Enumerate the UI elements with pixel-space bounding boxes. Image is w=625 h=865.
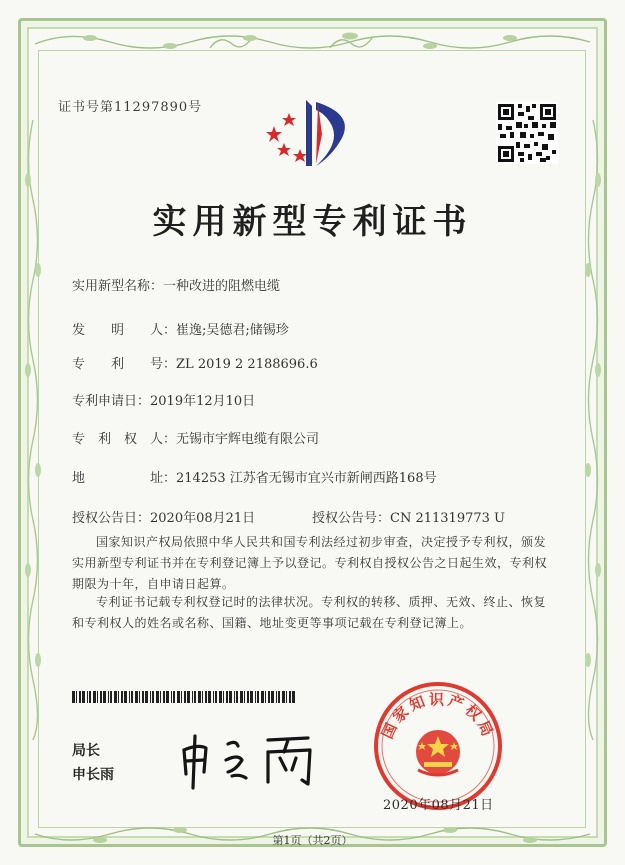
- field-publication-number: [312, 507, 505, 526]
- field-patentee: [72, 428, 319, 447]
- qr-code-icon: [496, 102, 558, 164]
- official-seal-icon: [372, 680, 504, 812]
- field-label: 实用新型名称：: [72, 279, 164, 294]
- field-label: 发 明 人：: [72, 323, 177, 338]
- field-value: 2019年12月10日: [150, 394, 256, 409]
- barcode-icon: [72, 691, 296, 703]
- director-name: 申长雨: [72, 767, 114, 783]
- director-signature-icon: [176, 730, 326, 790]
- field-patent-number: [72, 353, 318, 372]
- field-grant-date: [72, 507, 255, 526]
- field-label: 授权公告号：: [312, 511, 391, 526]
- field-value: 一种改进的阻燃电缆: [163, 279, 281, 294]
- field-filing-date: [72, 390, 255, 409]
- seal-date: 2020年08月21日: [383, 798, 494, 813]
- field-inventor: [72, 319, 289, 338]
- statement-paragraph-2: 专利证书记载专利权登记时的法律状况。专利权的转移、质押、无效、终止、恢复和专利权人的姓名或名称、国籍、地址变更等事项记载在专利登记簿上。: [72, 595, 547, 630]
- top-vine-decoration: [30, 26, 595, 56]
- statement-paragraph-1: 国家知识产权局依照中华人民共和国专利法经过初步审查，决定授予专利权，颁发实用新型专利证书并在专利登记簿上予以登记。专利权自授权公告之日起生效，专利权期限为十年，自申请日起算。: [72, 535, 548, 591]
- field-label: 专 利 权 人：: [72, 432, 177, 447]
- field-label: 专利申请日：: [72, 394, 151, 409]
- field-label: 专 利 号：: [72, 357, 177, 372]
- certificate-title: 实用新型专利证书: [152, 202, 473, 242]
- field-value: 2020年08月21日: [150, 511, 256, 526]
- svg-text:国家知识产权局: 国家知识产权局: [378, 690, 498, 742]
- certificate-number: 证书号第11297890号: [58, 100, 203, 115]
- field-value: CN 211319773 U: [390, 511, 505, 526]
- field-label: 授权公告日：: [72, 511, 151, 526]
- field-value: 214253 江苏省无锡市宜兴市新闸西路168号: [176, 471, 437, 486]
- director-title: 局长: [72, 743, 100, 759]
- field-label: 地 址：: [72, 471, 177, 486]
- cnipa-logo-icon: [262, 94, 358, 172]
- field-address: [72, 467, 437, 486]
- field-value: 无锡市宇辉电缆有限公司: [176, 432, 320, 447]
- field-value: 崔逸;吴德君;储锡珍: [176, 323, 289, 338]
- field-utility-model-name: [72, 275, 280, 294]
- page-number: 第1页（共2页）: [272, 834, 353, 847]
- field-value: ZL 2019 2 2188696.6: [176, 357, 318, 372]
